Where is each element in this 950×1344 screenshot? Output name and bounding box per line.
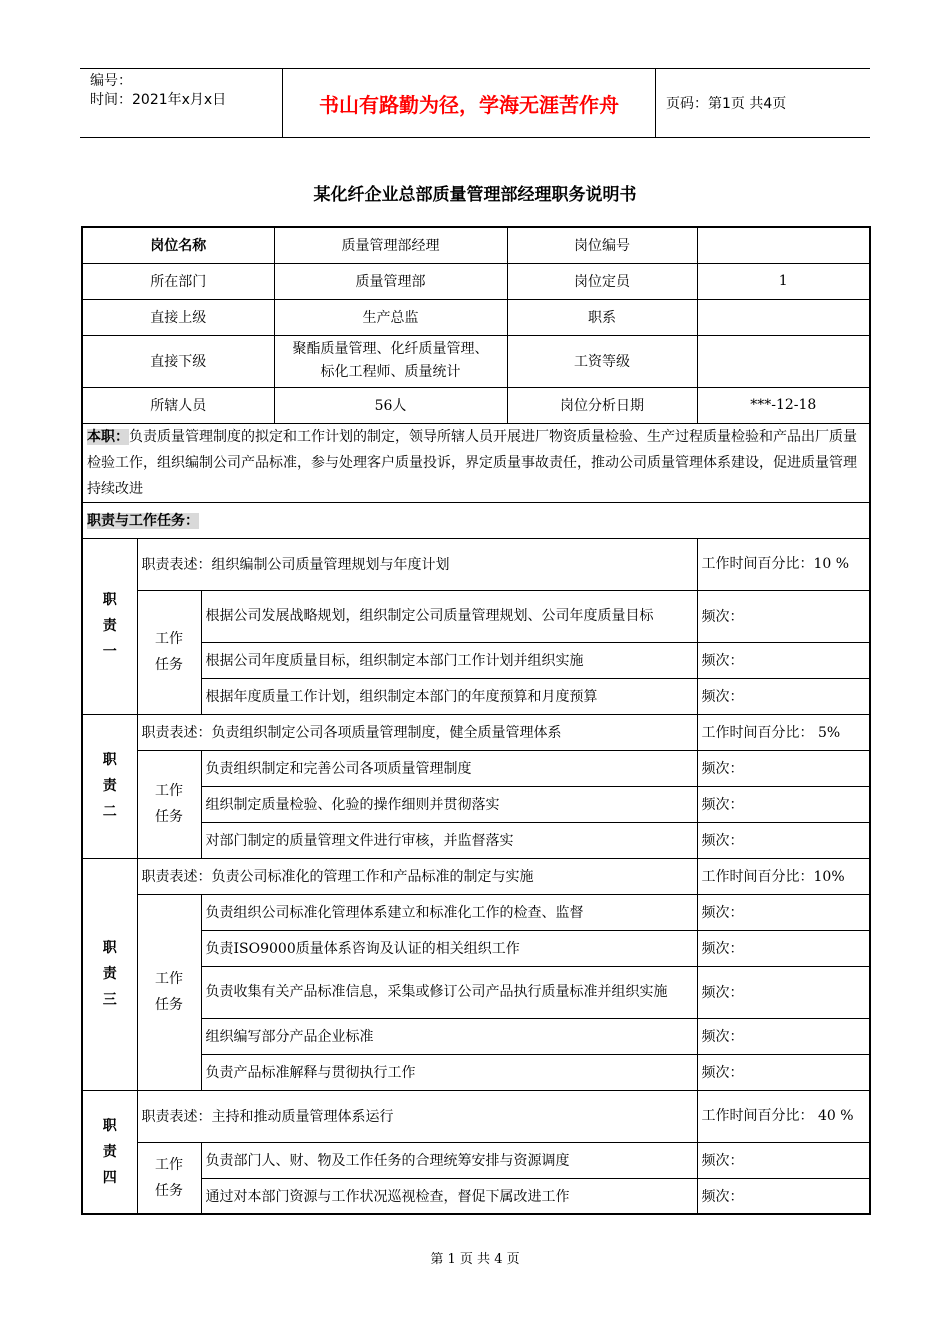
task-text: 负责产品标准解释与贯彻执行工作: [201, 1054, 697, 1090]
duty-statement: 职责表述：组织编制公司质量管理规划与年度计划: [137, 538, 697, 590]
tasks-heading: 职责与工作任务：: [87, 513, 199, 529]
task-row: [82, 966, 870, 1018]
frequency: 频次：: [697, 590, 870, 642]
task-row: [82, 930, 870, 966]
tasks-heading-row: [82, 502, 870, 538]
task-row: [82, 1178, 870, 1214]
header-motto: 书山有路勤为径，学海无涯苦作舟: [283, 69, 656, 137]
duty-statement: 职责表述：负责公司标准化的管理工作和产品标准的制定与实施: [137, 858, 697, 894]
basic-label: 所辖人员: [82, 387, 274, 423]
task-text: 负责组织制定和完善公司各项质量管理制度: [201, 750, 697, 786]
basic-value: 质量管理部: [274, 263, 507, 299]
task-row: [82, 1018, 870, 1054]
work-task-label: 工作任务: [137, 750, 201, 858]
time-percent: 工作时间百分比：10%: [697, 858, 870, 894]
task-row: [82, 786, 870, 822]
frequency: 频次：: [697, 1178, 870, 1214]
basic-value: 聚酯质量管理、化纤质量管理、标化工程师、质量统计: [274, 335, 507, 387]
basic-value: ***-12-18: [697, 387, 870, 423]
basic-value: [697, 227, 870, 263]
header-number: 编号：: [90, 73, 132, 89]
task-row: [82, 1142, 870, 1178]
time-percent: 工作时间百分比： 40 %: [697, 1090, 870, 1142]
task-text: 对部门制定的质量管理文件进行审核，并监督落实: [201, 822, 697, 858]
basic-label: 工资等级: [507, 335, 697, 387]
basic-label: 直接上级: [82, 299, 274, 335]
task-text: 组织制定质量检验、化验的操作细则并贯彻落实: [201, 786, 697, 822]
duty-3-label: 职责三: [82, 858, 137, 1090]
duty-1-label: 职责一: [82, 538, 137, 714]
frequency: 频次：: [697, 894, 870, 930]
duty-1-statement-row: [82, 538, 870, 590]
basic-row-3: [82, 299, 870, 335]
duty-4-label: 职责四: [82, 1090, 137, 1214]
document-title: 某化纤企业总部质量管理部经理职务说明书: [313, 185, 637, 205]
basic-label: 岗位定员: [507, 263, 697, 299]
frequency: 频次：: [697, 642, 870, 678]
task-row: [82, 822, 870, 858]
frequency: 频次：: [697, 750, 870, 786]
work-task-label: 工作任务: [137, 590, 201, 714]
task-text: 负责收集有关产品标准信息，采集或修订公司产品执行质量标准并组织实施: [201, 966, 697, 1018]
duty-label: 本职：: [87, 428, 129, 445]
basic-label: 所在部门: [82, 263, 274, 299]
time-percent: 工作时间百分比： 5%: [697, 714, 870, 750]
task-text: 负责组织公司标准化管理体系建立和标准化工作的检查、监督: [201, 894, 697, 930]
frequency: 频次：: [697, 966, 870, 1018]
header-time: 时间：2021年x月x日: [90, 92, 227, 108]
tasks-heading-cell: [82, 502, 870, 538]
basic-label: 岗位编号: [507, 227, 697, 263]
basic-label: 职系: [507, 299, 697, 335]
frequency: 频次：: [697, 822, 870, 858]
basic-value: 生产总监: [274, 299, 507, 335]
frequency: 频次：: [697, 678, 870, 714]
task-text: 负责ISO9000质量体系咨询及认证的相关组织工作: [201, 930, 697, 966]
basic-row-2: [82, 263, 870, 299]
duty-summary-row: [82, 423, 870, 502]
task-text: 负责部门人、财、物及工作任务的合理统筹安排与资源调度: [201, 1142, 697, 1178]
basic-value: 1: [697, 263, 870, 299]
basic-value: [697, 335, 870, 387]
task-text: 组织编写部分产品企业标准: [201, 1018, 697, 1054]
frequency: 频次：: [697, 1018, 870, 1054]
duty-statement: 职责表述：负责组织制定公司各项质量管理制度，健全质量管理体系: [137, 714, 697, 750]
basic-row-1: [82, 227, 870, 263]
duty-3-statement-row: [82, 858, 870, 894]
frequency: 频次：: [697, 1054, 870, 1090]
duty-2-label: 职责二: [82, 714, 137, 858]
work-task-label: 工作任务: [137, 894, 201, 1090]
job-description-table: [81, 226, 871, 1215]
basic-label: 岗位名称: [82, 227, 274, 263]
duty-summary: [82, 423, 870, 502]
task-row: [82, 590, 870, 642]
task-text: 根据公司发展战略规划，组织制定公司质量管理规划、公司年度质量目标: [201, 590, 697, 642]
task-row: [82, 1054, 870, 1090]
frequency: 频次：: [697, 1142, 870, 1178]
header-meta: [80, 69, 283, 137]
frequency: 频次：: [697, 786, 870, 822]
basic-value: 56人: [274, 387, 507, 423]
task-text: 根据公司年度质量目标，组织制定本部门工作计划并组织实施: [201, 642, 697, 678]
basic-row-4: [82, 335, 870, 387]
frequency: 频次：: [697, 930, 870, 966]
basic-value: [697, 299, 870, 335]
basic-value: 质量管理部经理: [274, 227, 507, 263]
page-footer: 第 1 页 共 4 页: [430, 1252, 520, 1267]
header-page-code: 页码：第1页 共4页: [666, 96, 787, 112]
basic-row-5: [82, 387, 870, 423]
task-text: 根据年度质量工作计划，组织制定本部门的年度预算和月度预算: [201, 678, 697, 714]
page-header: [80, 68, 870, 138]
task-text: 通过对本部门资源与工作状况巡视检查，督促下属改进工作: [201, 1178, 697, 1214]
task-row: [82, 678, 870, 714]
time-percent: 工作时间百分比：10 %: [697, 538, 870, 590]
task-row: [82, 642, 870, 678]
duty-2-statement-row: [82, 714, 870, 750]
basic-label: 岗位分析日期: [507, 387, 697, 423]
task-row: [82, 894, 870, 930]
task-row: [82, 750, 870, 786]
duty-statement: 职责表述：主持和推动质量管理体系运行: [137, 1090, 697, 1142]
duty-text: 负责质量管理制度的拟定和工作计划的制定，领导所辖人员开展进厂物资质量检验、生产过程质量检验和产品出厂质量检验工作，组织编制公司产品标准，参与处理客户质量投诉，界定质量事故责任，推动公司质量管理体系建设，促进质量管理持续改进: [87, 428, 857, 497]
work-task-label: 工作任务: [137, 1142, 201, 1214]
basic-label: 直接下级: [82, 335, 274, 387]
duty-4-statement-row: [82, 1090, 870, 1142]
